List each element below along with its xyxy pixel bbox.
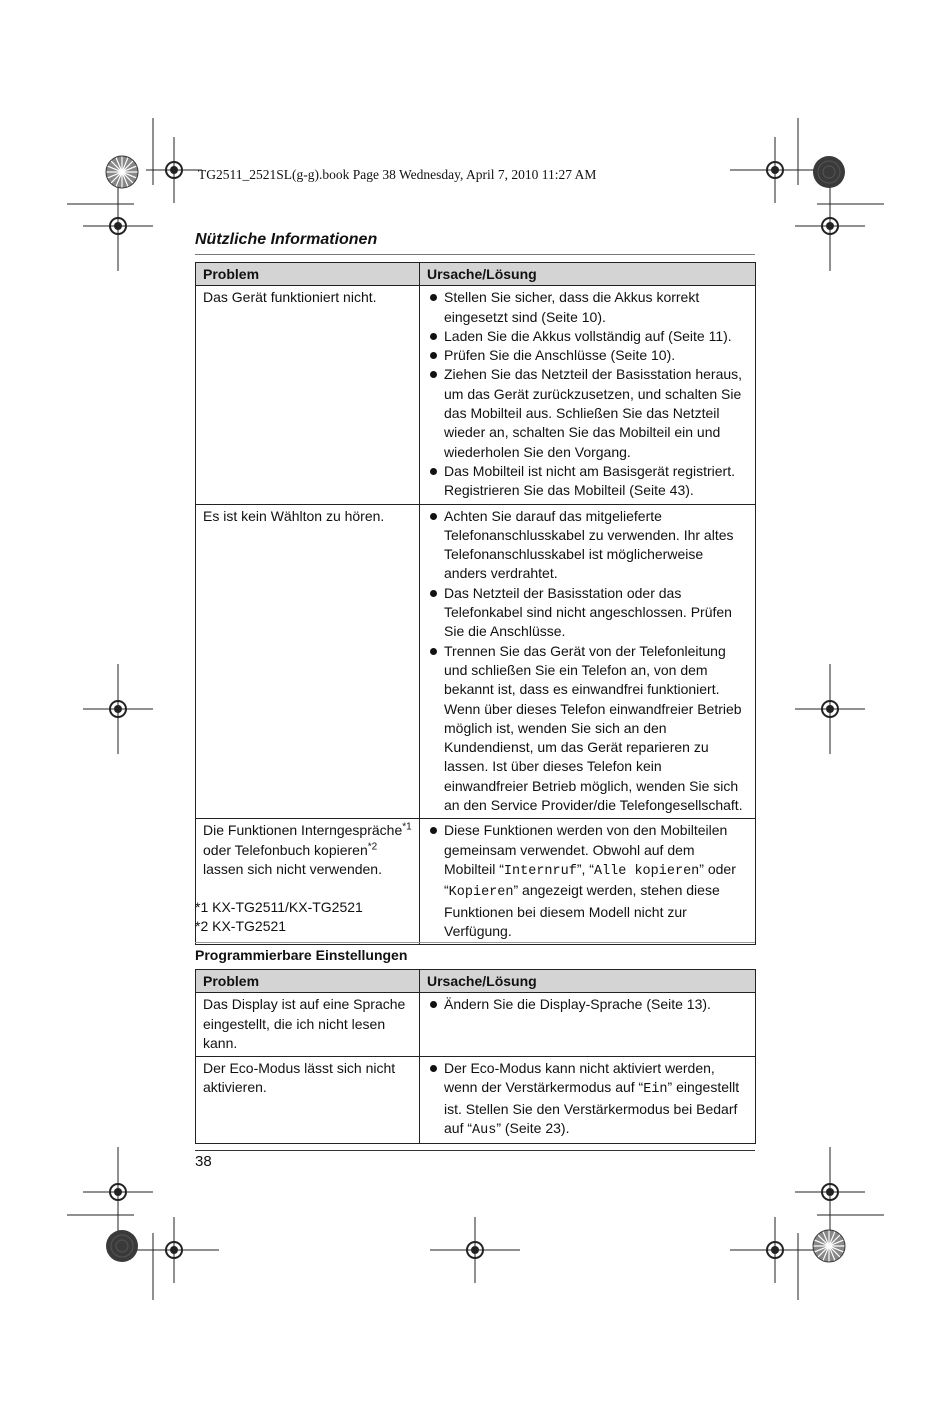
bullet-icon xyxy=(430,371,437,378)
list-item: Das Mobilteil ist nicht am Basisgerät registriert. Registrieren Sie das Mobilteil (Seite 43). xyxy=(427,462,748,501)
problem-cell: Das Gerät funktioniert nicht. xyxy=(196,286,420,504)
solution-cell xyxy=(420,993,756,1057)
starburst-target-icon xyxy=(813,1230,845,1262)
registration-mark-icon xyxy=(795,664,865,754)
solution-cell xyxy=(420,1057,756,1144)
registration-mark-icon xyxy=(730,1217,820,1283)
bullet-icon xyxy=(430,468,437,475)
solution-cell xyxy=(420,819,756,945)
subsection-rule xyxy=(195,942,755,943)
bullet-icon xyxy=(430,333,437,340)
bullet-icon xyxy=(430,648,437,655)
solution-cell xyxy=(420,504,756,819)
page-number: 38 xyxy=(195,1153,212,1170)
table-row xyxy=(196,1057,756,1144)
troubleshooting-table xyxy=(195,262,756,945)
display-text-aus: Aus xyxy=(472,1123,497,1139)
display-text-ein: Ein xyxy=(643,1082,668,1098)
problem-cell: Der Eco-Modus lässt sich nicht aktivieren. xyxy=(196,1057,420,1144)
settings-table xyxy=(195,969,756,1144)
column-header-problem: Problem xyxy=(196,263,420,286)
table-row xyxy=(196,286,756,504)
footnote: *1 KX-TG2511/KX-TG2521 xyxy=(195,899,363,915)
list-item: Das Netzteil der Basisstation oder das Telefonkabel sind nicht angeschlossen. Prüfen Sie die Anschlüsse. xyxy=(427,584,748,642)
footer-rule xyxy=(195,1150,755,1151)
table-header-row xyxy=(196,970,756,993)
column-header-problem: Problem xyxy=(196,970,420,993)
column-header-solution: Ursache/Lösung xyxy=(420,970,756,993)
list-item: Der Eco-Modus kann nicht aktiviert werden, wenn der Verstärkermodus auf “Ein” eingestellt ist. Stellen Sie den Verstärkermodus bei Bedarf auf “Aus” (Seite 23). xyxy=(427,1059,748,1140)
registration-mark-icon xyxy=(730,137,820,203)
bullet-icon xyxy=(430,513,437,520)
list-item: Diese Funktionen werden von den Mobilteilen gemeinsam verwendet. Obwohl auf dem Mobilteil “Internruf”, “Alle kopieren” oder “Kopieren” angezeigt werden, stehen diese Funktionen bei diesem Modell nicht zur Verfügung. xyxy=(427,821,748,941)
list-item: Laden Sie die Akkus vollständig auf (Seite 11). xyxy=(427,327,748,346)
registration-mark-icon xyxy=(83,181,153,271)
registration-mark-icon xyxy=(83,1147,153,1237)
footnote-ref: *2 xyxy=(367,840,378,852)
bullet-icon xyxy=(430,1065,437,1072)
list-item: Ändern Sie die Display-Sprache (Seite 13). xyxy=(427,995,748,1014)
starburst-target-icon xyxy=(106,156,138,188)
book-file-header: TG2511_2521SL(g-g).book Page 38 Wednesday, April 7, 2010 11:27 AM xyxy=(198,167,597,182)
bullet-icon xyxy=(430,827,437,834)
bullet-icon xyxy=(430,294,437,301)
list-item: Achten Sie darauf das mitgelieferte Telefonanschlusskabel zu verwenden. Ihr altes Telefonanschlusskabel ist möglicherweise anders verdrahtet. xyxy=(427,507,748,584)
list-item: Prüfen Sie die Anschlüsse (Seite 10). xyxy=(427,346,748,365)
problem-cell: Die Funktionen Interngespräche$^{*1}$ oder Telefonbuch kopieren$^{*2}$ lassen sich nicht verwenden. xyxy=(196,819,420,945)
column-header-solution: Ursache/Lösung xyxy=(420,263,756,286)
bullet-icon xyxy=(430,590,437,597)
display-text-kopieren: Kopieren xyxy=(448,885,514,901)
table-row xyxy=(196,504,756,819)
list-item: Trennen Sie das Gerät von der Telefonleitung und schließen Sie ein Telefon an, von dem bekannt ist, dass es einwandfrei funktioniert. Wenn über dieses Telefon einwandfreier Betrieb möglich ist, wenden Sie sich an den Kundendienst, um das Gerät reparieren zu lassen. Ist über dieses Telefon kein einwandfreier Betrieb möglich, wenden Sie sich an den Service Provider/die Telefongesellschaft. xyxy=(427,642,748,816)
footnote-ref: *1 xyxy=(402,821,412,833)
bullet-icon xyxy=(430,1001,437,1008)
registration-mark-icon xyxy=(146,137,202,203)
gray-disk-icon xyxy=(106,1230,138,1262)
registration-mark-icon xyxy=(795,181,865,271)
gray-disk-icon xyxy=(813,156,845,188)
list-item: Ziehen Sie das Netzteil der Basisstation heraus, um das Gerät zurückzusetzen, und schalten Sie das Mobilteil aus. Schließen Sie das Netzteil wieder an, schalten Sie das Mobilteil ein und wiederholen Sie den Vorgang. xyxy=(427,365,748,461)
problem-cell: Das Display ist auf eine Sprache eingestellt, die ich nicht lesen kann. xyxy=(196,993,420,1057)
footnote: *2 KX-TG2521 xyxy=(195,918,287,934)
registration-mark-icon xyxy=(83,664,153,754)
bullet-icon xyxy=(430,352,437,359)
subsection-title: Programmierbare Einstellungen xyxy=(195,947,408,963)
display-text-alle-kopieren: Alle kopieren xyxy=(593,863,700,879)
display-text-internruf: Internruf xyxy=(503,863,577,879)
list-item: Stellen Sie sicher, dass die Akkus korrekt eingesetzt sind (Seite 10). xyxy=(427,288,748,327)
problem-cell: Es ist kein Wählton zu hören. xyxy=(196,504,420,819)
solution-cell xyxy=(420,286,756,504)
table-row xyxy=(196,993,756,1057)
registration-mark-icon xyxy=(795,1147,865,1237)
section-title: Nützliche Informationen xyxy=(195,231,378,248)
table-header-row xyxy=(196,263,756,286)
title-rule xyxy=(195,254,755,255)
registration-mark-icon xyxy=(430,1217,520,1283)
registration-mark-icon xyxy=(129,1217,219,1283)
